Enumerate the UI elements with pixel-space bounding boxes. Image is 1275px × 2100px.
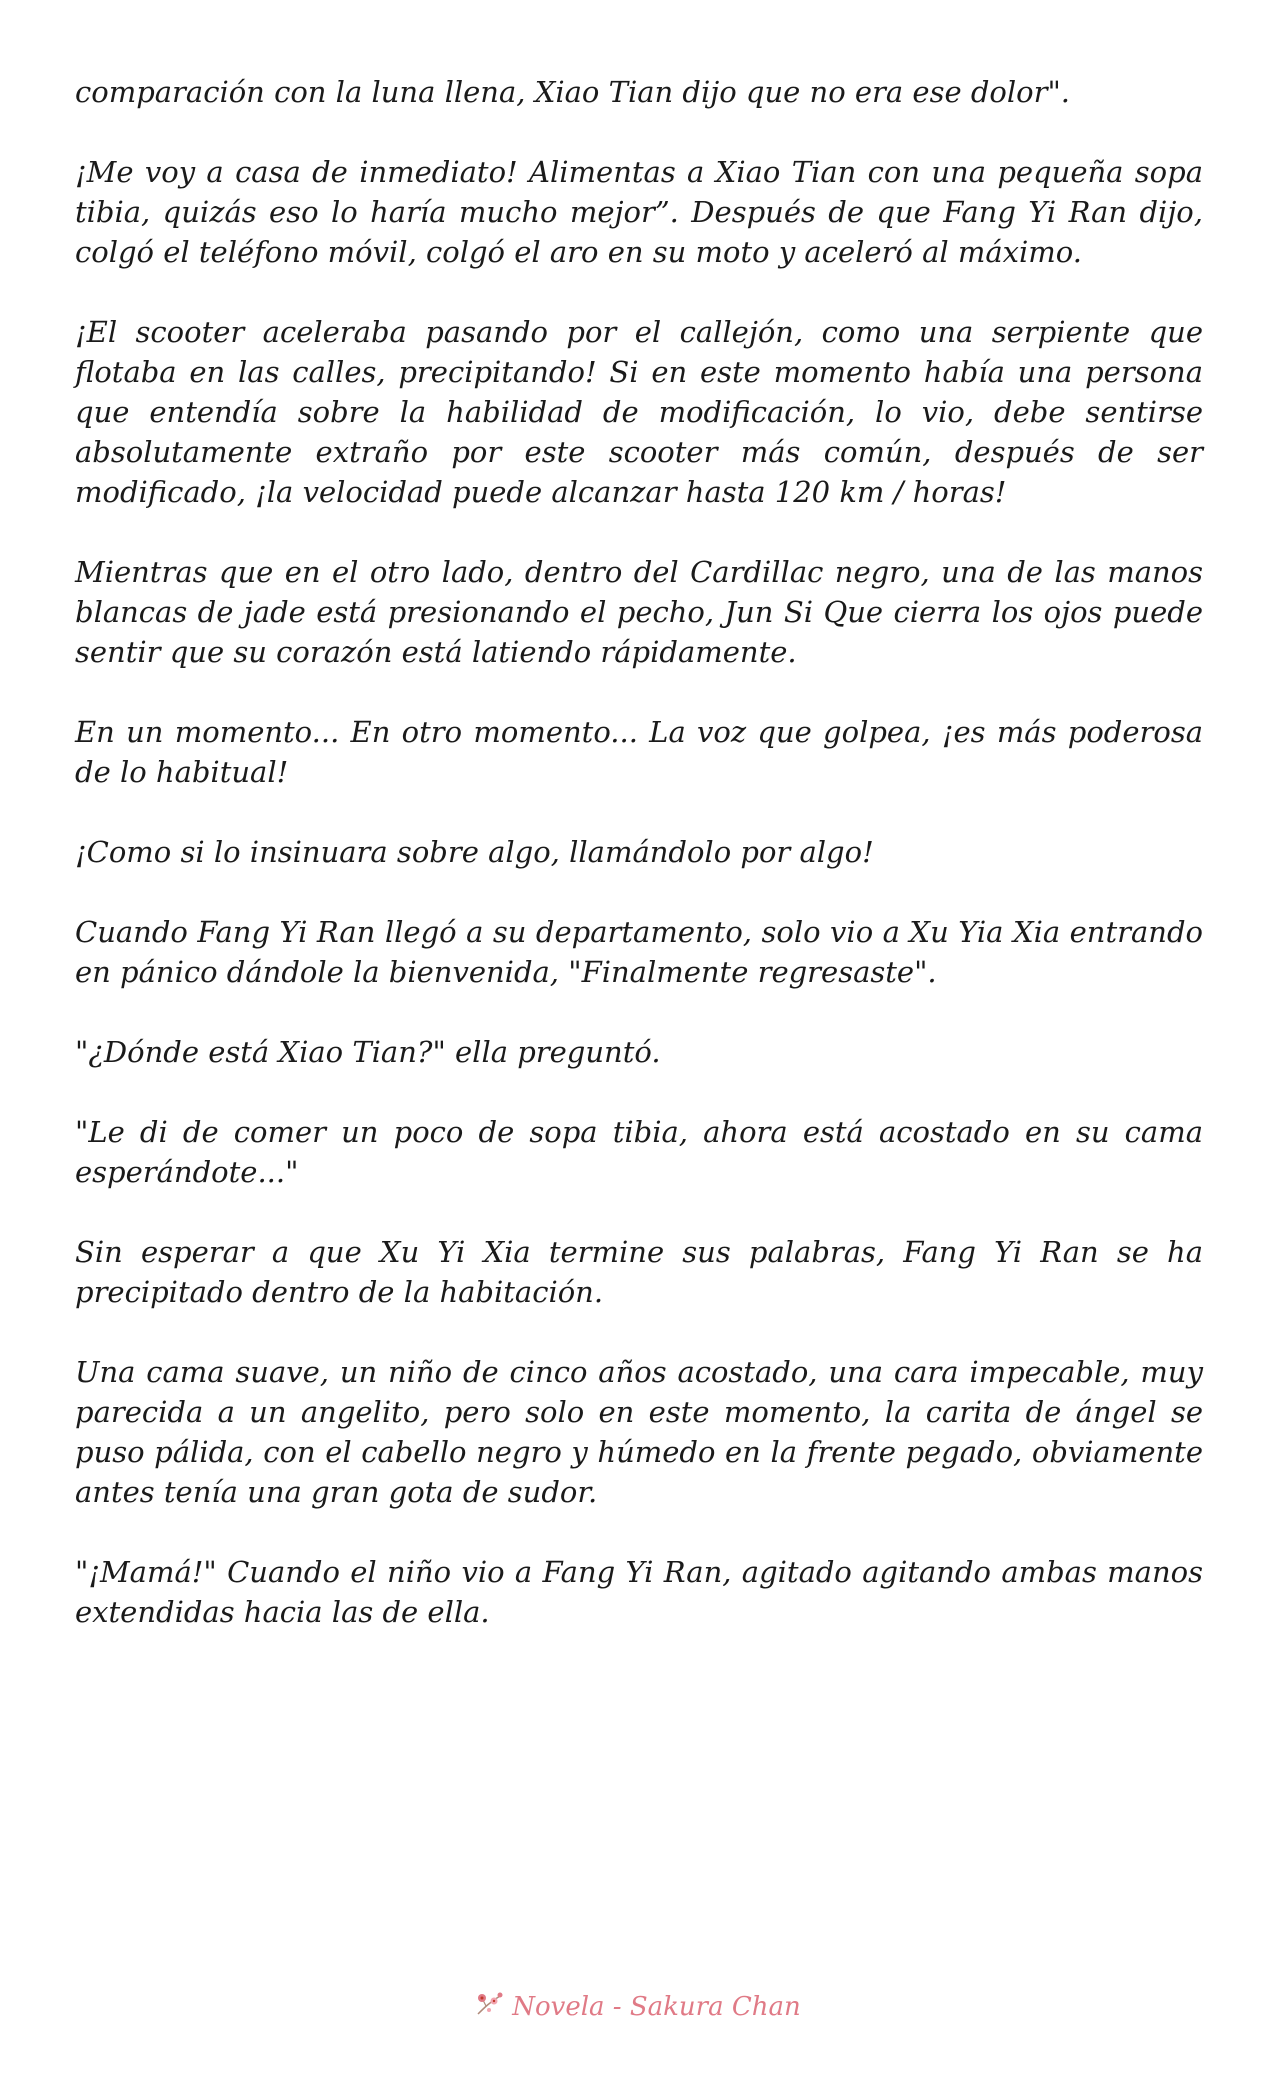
footer [0, 1990, 1275, 2023]
sakura-flower-icon [474, 1990, 504, 2023]
paragraph: Una cama suave, un niño de cinco años acostado, una cara impecable, muy parecida a un angelito, pero solo en este momento, la carita de ángel se puso pálida, con el cabello negro y húmedo en la frente pegado, obviamente antes tenía una gran gota de sudor. [75, 1355, 1203, 1509]
paragraph: ¡Como si lo insinuara sobre algo, llamándolo por algo! [75, 835, 874, 869]
paragraph: ¡El scooter aceleraba pasando por el callejón, como una serpiente que flotaba en las calles, precipitando! Si en este momento había una persona que entendía sobre la habilidad de modificación, lo vio, debe sentirse absolutamente extraño por este scooter más común, después de ser modificado, ¡la velocidad puede alcanzar hasta 120 km / horas! [75, 315, 1203, 509]
footer-text: Novela - Sakura Chan [512, 1991, 801, 2022]
paragraph: "¿Dónde está Xiao Tian?" ella preguntó. [75, 1035, 661, 1069]
paragraph: En un momento... En otro momento... La voz que golpea, ¡es más poderosa de lo habitual! [75, 715, 1203, 789]
paragraph: "¡Mamá!" Cuando el niño vio a Fang Yi Ran, agitado agitando ambas manos extendidas hacia las de ella. [75, 1555, 1203, 1629]
paragraph: ¡Me voy a casa de inmediato! Alimentas a Xiao Tian con una pequeña sopa tibia, quizás eso lo haría mucho mejor”. Después de que Fang Yi Ran dijo, colgó el teléfono móvil, colgó el aro en su moto y aceleró al máximo. [75, 155, 1203, 269]
paragraph: comparación con la luna llena, Xiao Tian dijo que no era ese dolor". [75, 75, 1071, 109]
paragraph: Cuando Fang Yi Ran llegó a su departamento, solo vio a Xu Yia Xia entrando en pánico dándole la bienvenida, "Finalmente regresaste". [75, 915, 1203, 989]
paragraph: Mientras que en el otro lado, dentro del Cardillac negro, una de las manos blancas de jade está presionando el pecho, Jun Si Que cierra los ojos puede sentir que su corazón está latiendo rápidamente. [75, 555, 1203, 669]
paragraph: "Le di de comer un poco de sopa tibia, ahora está acostado en su cama esperándote..." [75, 1115, 1203, 1189]
footer-watermark [474, 1990, 801, 2023]
paragraph: Sin esperar a que Xu Yi Xia termine sus palabras, Fang Yi Ran se ha precipitado dentro de la habitación. [75, 1235, 1203, 1309]
document-body [75, 72, 1203, 1672]
